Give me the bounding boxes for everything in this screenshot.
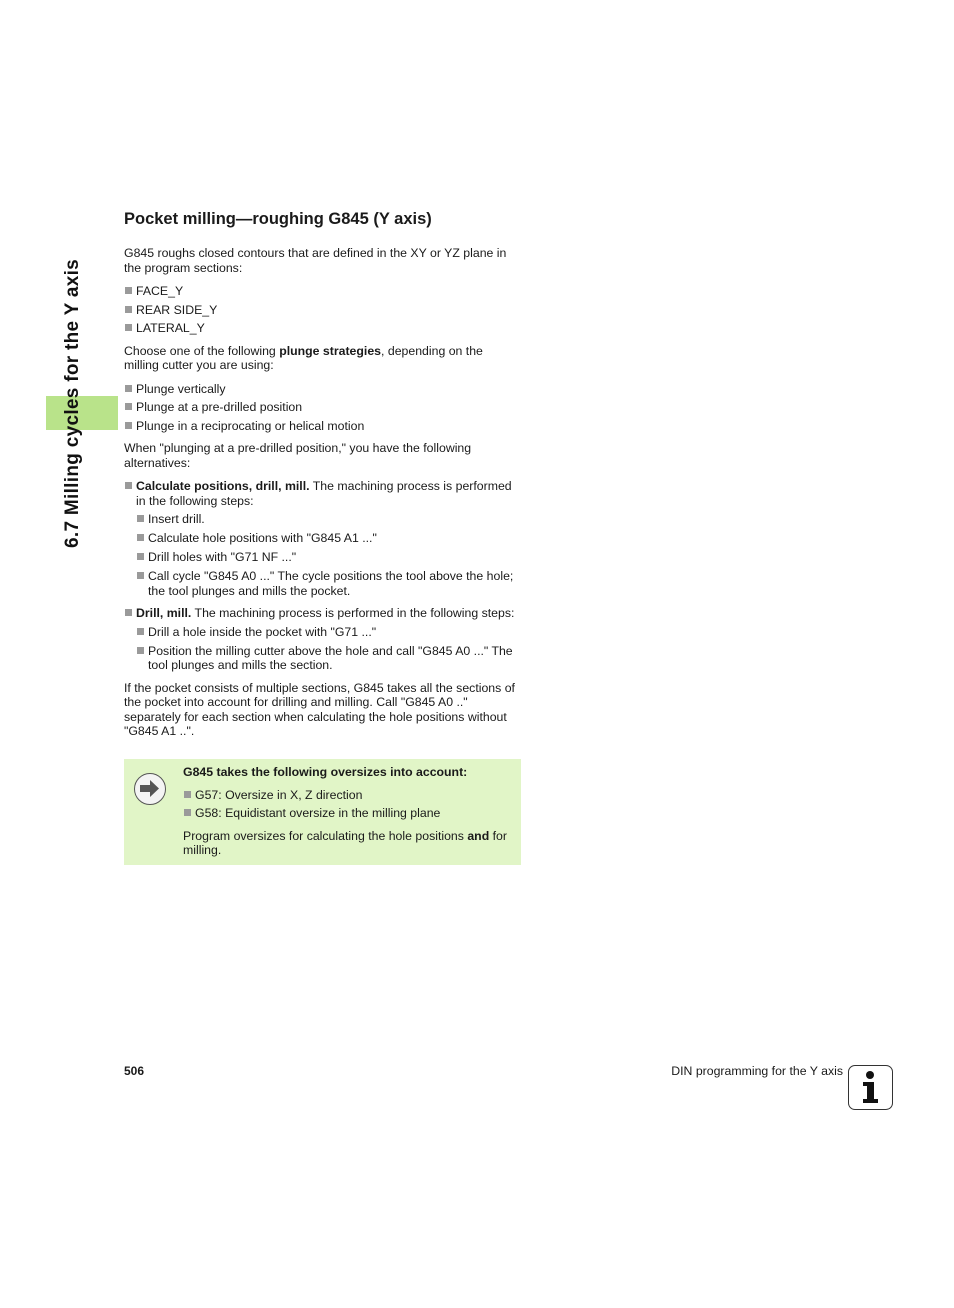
list-item: Plunge in a reciprocating or helical motion [124,419,521,434]
bold-run: and [467,828,490,843]
list-item: Calculate hole positions with "G845 A1 ..." [136,531,521,546]
bold-run: Drill, mill. [136,606,192,620]
intro-paragraph: G845 roughs closed contours that are defined in the XY or YZ plane in the program sections: [124,246,507,275]
info-icon [848,1065,893,1110]
oversize-list [183,788,513,821]
list-item: G58: Equidistant oversize in the milling plane [183,806,513,821]
alternative-item [124,479,521,598]
info-icon-graphic [849,1066,891,1108]
list-item: Drill holes with "G71 NF ..." [136,550,521,565]
plunge-strategy-list [124,382,521,434]
text-run: Program oversizes for calculating the hole positions [183,828,468,843]
text-run: Choose one of the following [124,343,280,358]
note-title [183,765,513,780]
bold-run: G845 takes the following oversizes into account: [183,765,468,779]
note-box [124,759,521,865]
list-item: LATERAL_Y [124,321,521,336]
arrow-right-icon [134,773,166,805]
page-heading: Pocket milling—roughing G845 (Y axis) [124,210,432,228]
page-number: 506 [124,1064,145,1078]
list-item: Plunge vertically [124,382,521,397]
bold-run: Calculate positions, drill, mill. [136,479,310,493]
note-footer [183,829,513,858]
list-item: Drill a hole inside the pocket with "G71 ..." [136,625,521,640]
list-item: Call cycle "G845 A0 ..." The cycle positions the tool above the hole; the tool plunges and mills the pocket. [136,569,521,598]
list-item: Insert drill. [136,512,521,527]
alternative-item [124,606,521,673]
list-item: G57: Oversize in X, Z direction [183,788,513,803]
text-run: , depending on the milling cutter you are using: [124,343,483,372]
arrow-right-icon-graphic [135,774,164,803]
multi-section-paragraph: If the pocket consists of multiple sections, G845 takes all the sections of the pocket into account for drilling and milling. Call "G845 A0 .." separately for each section when calculating the hole positions without "G845 A1 ..". [124,680,515,738]
bold-run: plunge strategies [279,343,382,358]
step-list [136,625,521,673]
text-run: for milling. [183,828,507,857]
note-body [183,765,513,866]
step-list [136,512,521,598]
plunge-intro-paragraph [124,344,521,373]
footer-chapter: DIN programming for the Y axis [671,1064,843,1078]
list-item: Plunge at a pre-drilled position [124,400,521,415]
list-item: FACE_Y [124,284,521,299]
text-run: The machining process is performed in the following steps: [191,606,515,620]
list-item: REAR SIDE_Y [124,303,521,318]
text-run: The machining process is performed in the following steps: [136,479,512,508]
list-item: Position the milling cutter above the hole and call "G845 A0 ..." The tool plunges and mills the section. [136,644,521,673]
main-content [124,208,521,748]
chapter-side-title: 6.7 Milling cycles for the Y axis [62,258,83,548]
predrill-intro-paragraph: When "plunging at a pre-drilled position," you have the following alternatives: [124,441,472,470]
alternatives-list [124,479,521,673]
program-section-list [124,284,521,336]
